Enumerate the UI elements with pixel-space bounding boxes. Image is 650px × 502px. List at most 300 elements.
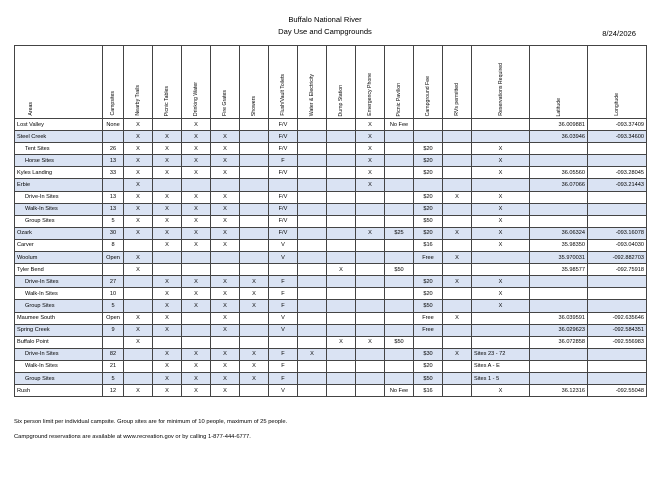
table-cell: V <box>269 239 298 251</box>
table-cell: V <box>269 312 298 324</box>
table-cell <box>240 385 269 397</box>
table-cell <box>356 312 385 324</box>
table-cell: $20 <box>414 203 443 215</box>
table-cell: X <box>153 324 182 336</box>
table-cell: X <box>124 264 153 276</box>
table-cell <box>443 360 472 372</box>
table-cell <box>211 336 240 348</box>
table-cell <box>588 191 647 203</box>
table-cell: Walk-In Sites <box>15 360 103 372</box>
table-cell: X <box>153 143 182 155</box>
table-cell <box>385 276 414 288</box>
table-cell: -093.16078 <box>588 227 647 239</box>
table-cell: Sites A - E <box>472 360 530 372</box>
table-cell: $20 <box>414 227 443 239</box>
table-cell: No Fee <box>385 385 414 397</box>
table-cell <box>530 276 588 288</box>
table-cell <box>530 215 588 227</box>
table-cell <box>588 203 647 215</box>
table-cell: Drive-In Sites <box>15 191 103 203</box>
table-cell <box>530 372 588 384</box>
table-cell: X <box>472 276 530 288</box>
table-cell: 21 <box>103 360 124 372</box>
table-cell: X <box>153 155 182 167</box>
table-row <box>15 239 647 251</box>
table-cell: No Fee <box>385 119 414 131</box>
table-cell: X <box>240 300 269 312</box>
column-header-label: Water & Electricity <box>309 73 315 116</box>
table-cell: X <box>356 167 385 179</box>
table-cell <box>103 179 124 191</box>
table-cell <box>356 239 385 251</box>
table-cell <box>385 155 414 167</box>
table-cell <box>443 336 472 348</box>
table-cell: X <box>211 385 240 397</box>
footnote-capacity: Six person limit per individual campsite. Group sites are for minimum of 10 people, maximum of 25 people. <box>14 419 288 425</box>
table-cell: X <box>153 191 182 203</box>
table-cell: X <box>124 167 153 179</box>
table-cell: Open <box>103 252 124 264</box>
table-row <box>15 252 647 264</box>
table-cell <box>211 179 240 191</box>
table-cell <box>103 264 124 276</box>
table-row <box>15 276 647 288</box>
table-cell <box>240 215 269 227</box>
table-cell: X <box>356 131 385 143</box>
table-cell: X <box>472 155 530 167</box>
table-cell <box>298 312 327 324</box>
table-cell <box>443 203 472 215</box>
table-cell <box>327 385 356 397</box>
table-cell: X <box>182 131 211 143</box>
table-cell: 9 <box>103 324 124 336</box>
table-cell <box>298 324 327 336</box>
table-cell: $16 <box>414 385 443 397</box>
table-cell <box>472 252 530 264</box>
column-header-label: Drinking Water <box>193 81 199 116</box>
table-row <box>15 264 647 276</box>
table-cell: F <box>269 155 298 167</box>
table-cell <box>298 372 327 384</box>
table-cell: Group Sites <box>15 372 103 384</box>
table-cell: X <box>182 385 211 397</box>
table-cell: X <box>182 360 211 372</box>
table-row <box>15 312 647 324</box>
table-cell <box>298 264 327 276</box>
table-cell: X <box>211 155 240 167</box>
table-cell <box>443 155 472 167</box>
table-cell: $16 <box>414 239 443 251</box>
table-cell: Buffalo Point <box>15 336 103 348</box>
table-cell <box>182 336 211 348</box>
table-cell: 13 <box>103 203 124 215</box>
table-cell: X <box>472 300 530 312</box>
table-cell: Spring Creek <box>15 324 103 336</box>
table-cell <box>385 348 414 360</box>
table-cell <box>298 119 327 131</box>
table-cell: -092.55048 <box>588 385 647 397</box>
table-cell: $20 <box>414 143 443 155</box>
table-cell: $50 <box>414 215 443 227</box>
page-subtitle: Day Use and Campgrounds <box>278 27 372 36</box>
table-cell <box>472 131 530 143</box>
table-cell: X <box>211 167 240 179</box>
table-cell: 36.12316 <box>530 385 588 397</box>
table-cell: X <box>356 143 385 155</box>
table-cell: X <box>124 336 153 348</box>
table-cell <box>298 179 327 191</box>
table-cell: X <box>240 360 269 372</box>
table-cell <box>385 179 414 191</box>
table-cell: Carver <box>15 239 103 251</box>
table-cell <box>443 239 472 251</box>
table-cell: V <box>269 252 298 264</box>
table-cell <box>240 143 269 155</box>
table-cell <box>385 239 414 251</box>
table-cell <box>298 336 327 348</box>
table-cell: X <box>443 312 472 324</box>
table-cell: X <box>182 276 211 288</box>
table-cell <box>588 348 647 360</box>
table-cell <box>240 336 269 348</box>
table-cell: X <box>240 372 269 384</box>
table-cell: X <box>472 203 530 215</box>
table-cell: Tyler Bend <box>15 264 103 276</box>
table-cell <box>124 348 153 360</box>
table-cell: Woolum <box>15 252 103 264</box>
table-row <box>15 227 647 239</box>
table-cell <box>588 143 647 155</box>
table-cell: $20 <box>414 167 443 179</box>
table-cell <box>269 179 298 191</box>
table-cell <box>443 143 472 155</box>
table-row <box>15 155 647 167</box>
table-cell <box>385 252 414 264</box>
table-cell <box>124 300 153 312</box>
table-cell: 26 <box>103 143 124 155</box>
table-cell: Group Sites <box>15 300 103 312</box>
column-header <box>443 46 472 119</box>
table-cell: 13 <box>103 155 124 167</box>
table-cell: 35.98577 <box>530 264 588 276</box>
column-header-label: Nearby Trails <box>135 85 141 116</box>
table-cell <box>240 131 269 143</box>
table-cell: F/V <box>269 215 298 227</box>
table-cell <box>327 372 356 384</box>
table-cell <box>472 264 530 276</box>
table-cell <box>124 239 153 251</box>
table-cell: Kyles Landing <box>15 167 103 179</box>
table-cell <box>124 276 153 288</box>
table-cell: X <box>472 167 530 179</box>
table-cell: F <box>269 288 298 300</box>
table-row <box>15 336 647 348</box>
column-header-label: Picnic Pavilion <box>396 82 402 116</box>
table-cell: -093.04030 <box>588 239 647 251</box>
table-cell <box>414 131 443 143</box>
table-cell <box>298 385 327 397</box>
table-cell <box>530 191 588 203</box>
table-cell <box>356 288 385 300</box>
table-cell <box>443 324 472 336</box>
table-cell: Horse Sites <box>15 155 103 167</box>
table-cell <box>443 372 472 384</box>
table-cell <box>385 167 414 179</box>
table-cell <box>327 276 356 288</box>
table-cell <box>182 264 211 276</box>
table-cell <box>356 191 385 203</box>
table-cell <box>588 215 647 227</box>
table-cell <box>124 360 153 372</box>
table-cell: F <box>269 348 298 360</box>
table-cell <box>298 143 327 155</box>
table-cell <box>472 119 530 131</box>
table-cell <box>298 191 327 203</box>
table-cell: X <box>472 239 530 251</box>
table-cell <box>298 167 327 179</box>
table-cell: 36.05560 <box>530 167 588 179</box>
table-cell: X <box>124 324 153 336</box>
table-cell: X <box>356 179 385 191</box>
table-cell: $50 <box>385 264 414 276</box>
table-cell: Tent Sites <box>15 143 103 155</box>
table-cell <box>530 348 588 360</box>
table-cell <box>588 288 647 300</box>
table-cell: X <box>124 191 153 203</box>
table-cell <box>443 300 472 312</box>
table-cell <box>385 191 414 203</box>
table-cell: F <box>269 300 298 312</box>
table-row <box>15 215 647 227</box>
table-cell: X <box>211 191 240 203</box>
table-cell: X <box>124 227 153 239</box>
table-cell: X <box>443 276 472 288</box>
table-cell <box>327 324 356 336</box>
table-cell: X <box>211 312 240 324</box>
table-cell <box>443 167 472 179</box>
date-label: 8/24/2026 <box>602 29 636 38</box>
table-cell: 10 <box>103 288 124 300</box>
column-header <box>588 46 647 119</box>
column-header <box>153 46 182 119</box>
column-header-label: Picnic Tables <box>164 85 170 116</box>
table-cell <box>443 179 472 191</box>
table-cell: X <box>443 252 472 264</box>
table-cell <box>356 360 385 372</box>
table-cell: Lost Valley <box>15 119 103 131</box>
table-cell <box>269 264 298 276</box>
column-header-label: Flush/Vault Toilets <box>280 74 286 116</box>
table-row <box>15 191 647 203</box>
table-cell: Free <box>414 312 443 324</box>
table-row <box>15 348 647 360</box>
table-cell: Open <box>103 312 124 324</box>
table-cell: X <box>327 336 356 348</box>
table-cell: X <box>182 227 211 239</box>
table-cell <box>472 179 530 191</box>
column-header-label: Areas <box>28 102 34 116</box>
table-cell <box>240 155 269 167</box>
table-cell: V <box>269 324 298 336</box>
table-cell <box>443 288 472 300</box>
table-cell <box>327 348 356 360</box>
table-cell: 36.07066 <box>530 179 588 191</box>
table-cell: X <box>472 215 530 227</box>
table-cell <box>414 264 443 276</box>
column-header <box>240 46 269 119</box>
table-cell <box>356 276 385 288</box>
table-row <box>15 143 647 155</box>
table-cell: -093.28045 <box>588 167 647 179</box>
table-cell <box>240 312 269 324</box>
table-cell: Walk-In Sites <box>15 288 103 300</box>
table-cell <box>327 119 356 131</box>
table-cell <box>298 155 327 167</box>
table-cell <box>240 203 269 215</box>
table-row <box>15 167 647 179</box>
table-cell <box>103 336 124 348</box>
table-cell: X <box>153 360 182 372</box>
table-cell: X <box>211 143 240 155</box>
table-cell: 36.029623 <box>530 324 588 336</box>
table-cell: F <box>269 276 298 288</box>
table-cell <box>356 348 385 360</box>
column-header <box>15 46 103 119</box>
table-cell: $20 <box>414 288 443 300</box>
table-cell: 36.06324 <box>530 227 588 239</box>
table-cell: 5 <box>103 372 124 384</box>
table-cell: F/V <box>269 131 298 143</box>
table-cell: $25 <box>385 227 414 239</box>
table-cell: X <box>211 239 240 251</box>
table-cell: Drive-In Sites <box>15 348 103 360</box>
table-cell <box>298 360 327 372</box>
table-cell <box>327 167 356 179</box>
table-cell <box>356 215 385 227</box>
column-header <box>211 46 240 119</box>
table-cell: 30 <box>103 227 124 239</box>
table-cell: X <box>182 372 211 384</box>
table-cell <box>530 143 588 155</box>
table-cell <box>385 324 414 336</box>
table-cell: -092.882703 <box>588 252 647 264</box>
table-cell <box>182 179 211 191</box>
table-cell: Maumee South <box>15 312 103 324</box>
table-cell <box>298 288 327 300</box>
table-row <box>15 300 647 312</box>
table-cell <box>588 372 647 384</box>
table-cell <box>240 239 269 251</box>
table-cell: X <box>153 385 182 397</box>
table-cell: 36.039591 <box>530 312 588 324</box>
table-cell: X <box>472 385 530 397</box>
table-cell <box>153 252 182 264</box>
table-cell: $20 <box>414 360 443 372</box>
page-title: Buffalo National River <box>288 15 362 24</box>
table-cell: F/V <box>269 143 298 155</box>
table-cell <box>327 239 356 251</box>
table-cell: X <box>327 264 356 276</box>
table-cell: 35.970031 <box>530 252 588 264</box>
table-cell <box>356 300 385 312</box>
table-cell: $30 <box>414 348 443 360</box>
table-cell: -093.21443 <box>588 179 647 191</box>
table-cell: X <box>211 372 240 384</box>
table-cell <box>298 203 327 215</box>
table-cell <box>327 288 356 300</box>
table-cell: X <box>153 167 182 179</box>
table-cell <box>327 179 356 191</box>
table-cell: X <box>443 227 472 239</box>
table-cell: X <box>211 324 240 336</box>
table-cell: X <box>472 288 530 300</box>
table-row <box>15 288 647 300</box>
table-cell: X <box>443 191 472 203</box>
table-cell: -092.556983 <box>588 336 647 348</box>
table-cell <box>472 312 530 324</box>
header-row <box>15 46 647 119</box>
table-row <box>15 360 647 372</box>
table-cell: X <box>211 348 240 360</box>
table-cell: F/V <box>269 227 298 239</box>
table-cell: 27 <box>103 276 124 288</box>
table-cell <box>298 215 327 227</box>
column-header <box>103 46 124 119</box>
table-cell <box>588 276 647 288</box>
table-cell <box>385 203 414 215</box>
table-cell <box>327 143 356 155</box>
table-cell <box>356 252 385 264</box>
table-cell: X <box>472 227 530 239</box>
column-header <box>385 46 414 119</box>
table-cell: X <box>182 143 211 155</box>
table-cell: -092.75918 <box>588 264 647 276</box>
table-cell: $50 <box>414 300 443 312</box>
table-cell: X <box>153 312 182 324</box>
table-cell: F/V <box>269 167 298 179</box>
table-cell <box>327 252 356 264</box>
table-cell: 36.072858 <box>530 336 588 348</box>
table-cell <box>472 324 530 336</box>
column-header-label: Fire Grates <box>222 90 228 116</box>
column-header <box>182 46 211 119</box>
table-cell: X <box>182 239 211 251</box>
table-cell: $20 <box>414 191 443 203</box>
table-cell: Sites 23 - 72 <box>472 348 530 360</box>
table-row <box>15 131 647 143</box>
table-cell <box>530 360 588 372</box>
table-cell: 35.98350 <box>530 239 588 251</box>
table-cell: F/V <box>269 191 298 203</box>
table-cell <box>443 131 472 143</box>
table-cell: Sites 1 - 5 <box>472 372 530 384</box>
table-cell: -092.584351 <box>588 324 647 336</box>
table-cell <box>414 336 443 348</box>
table-cell: X <box>211 300 240 312</box>
table-cell <box>182 312 211 324</box>
table-row <box>15 203 647 215</box>
table-cell: 5 <box>103 300 124 312</box>
table-cell <box>240 324 269 336</box>
table-cell: X <box>472 191 530 203</box>
table-cell <box>385 288 414 300</box>
table-cell <box>103 131 124 143</box>
table-row <box>15 372 647 384</box>
table-cell: X <box>182 288 211 300</box>
table-row <box>15 385 647 397</box>
table-cell <box>414 119 443 131</box>
table-cell: -093.34600 <box>588 131 647 143</box>
